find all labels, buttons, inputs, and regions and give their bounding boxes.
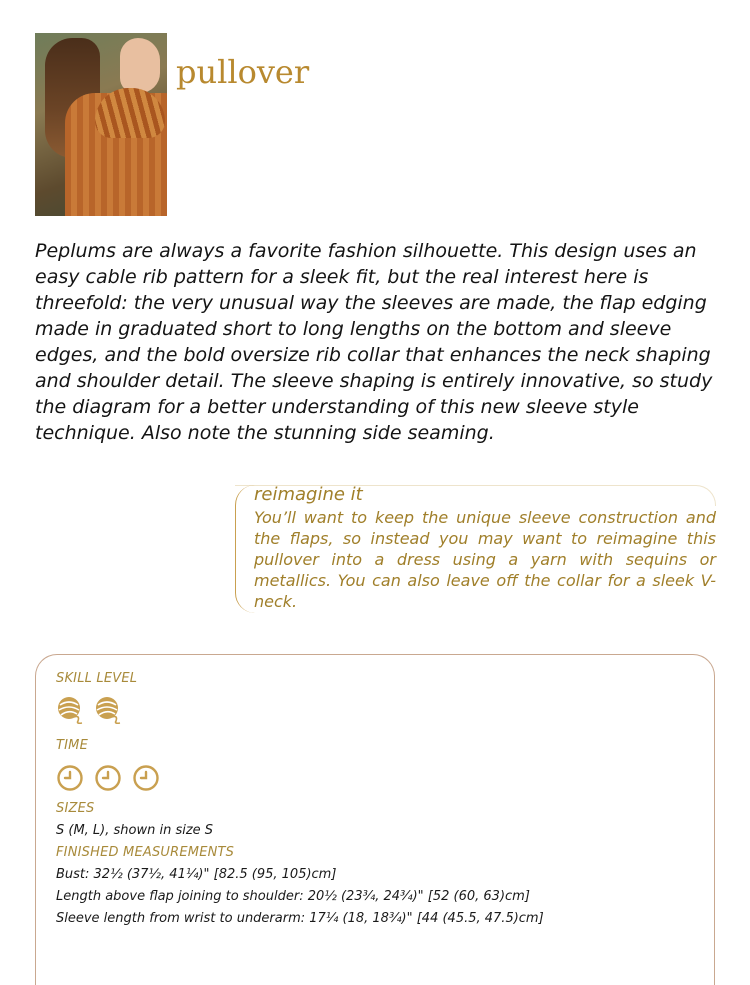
bust-measurement: Bust: 32½ (37½, 41¼)" [82.5 (95, 105)cm] <box>56 867 337 882</box>
length-measurement: Length above flap joining to shoulder: 20½ (23¾, 24¾)" [52 (60, 63)cm] <box>56 889 530 904</box>
specs-box <box>35 654 715 985</box>
model-photo <box>35 33 167 216</box>
finished-measurements-label: FINISHED MEASUREMENTS <box>56 845 235 860</box>
callout-heading: reimagine it <box>254 484 363 505</box>
time-label: TIME <box>56 738 89 753</box>
pattern-title: pullover <box>176 53 310 91</box>
sleeve-measurement: Sleeve length from wrist to underarm: 17¼ (18, 18¾)" [44 (45.5, 47.5)cm] <box>56 911 544 926</box>
reimagine-callout <box>235 485 716 613</box>
skill-level-icons <box>56 695 124 725</box>
sizes-value: S (M, L), shown in size S <box>56 823 214 838</box>
yarn-ball-icon <box>94 695 124 725</box>
callout-body: You’ll want to keep the unique sleeve construction and the flaps, so instead you may want to reimagine this pullover into a dress using a yarn with sequins or metallics. You can also leave off the collar for a sleek V-neck. <box>254 508 716 611</box>
clock-icon <box>56 764 84 792</box>
skill-level-label: SKILL LEVEL <box>56 671 138 686</box>
clock-icon <box>132 764 160 792</box>
time-icons <box>56 764 160 792</box>
yarn-ball-icon <box>56 695 86 725</box>
intro-paragraph: Peplums are always a favorite fashion silhouette. This design uses an easy cable rib pattern for a sleek fit, but the real interest here is threefold: the very unusual way the sleeves are made, the flap edging made in graduated short to long lengths on the bottom and sleeve edges, and the bold oversize rib collar that enhances the neck shaping and shoulder detail. The sleeve shaping is entirely innovative, so study the diagram for a better understanding of this new sleeve style technique. Also note the stunning side seaming. <box>35 240 713 444</box>
photo-face <box>120 38 160 93</box>
sizes-label: SIZES <box>56 801 95 816</box>
clock-icon <box>94 764 122 792</box>
